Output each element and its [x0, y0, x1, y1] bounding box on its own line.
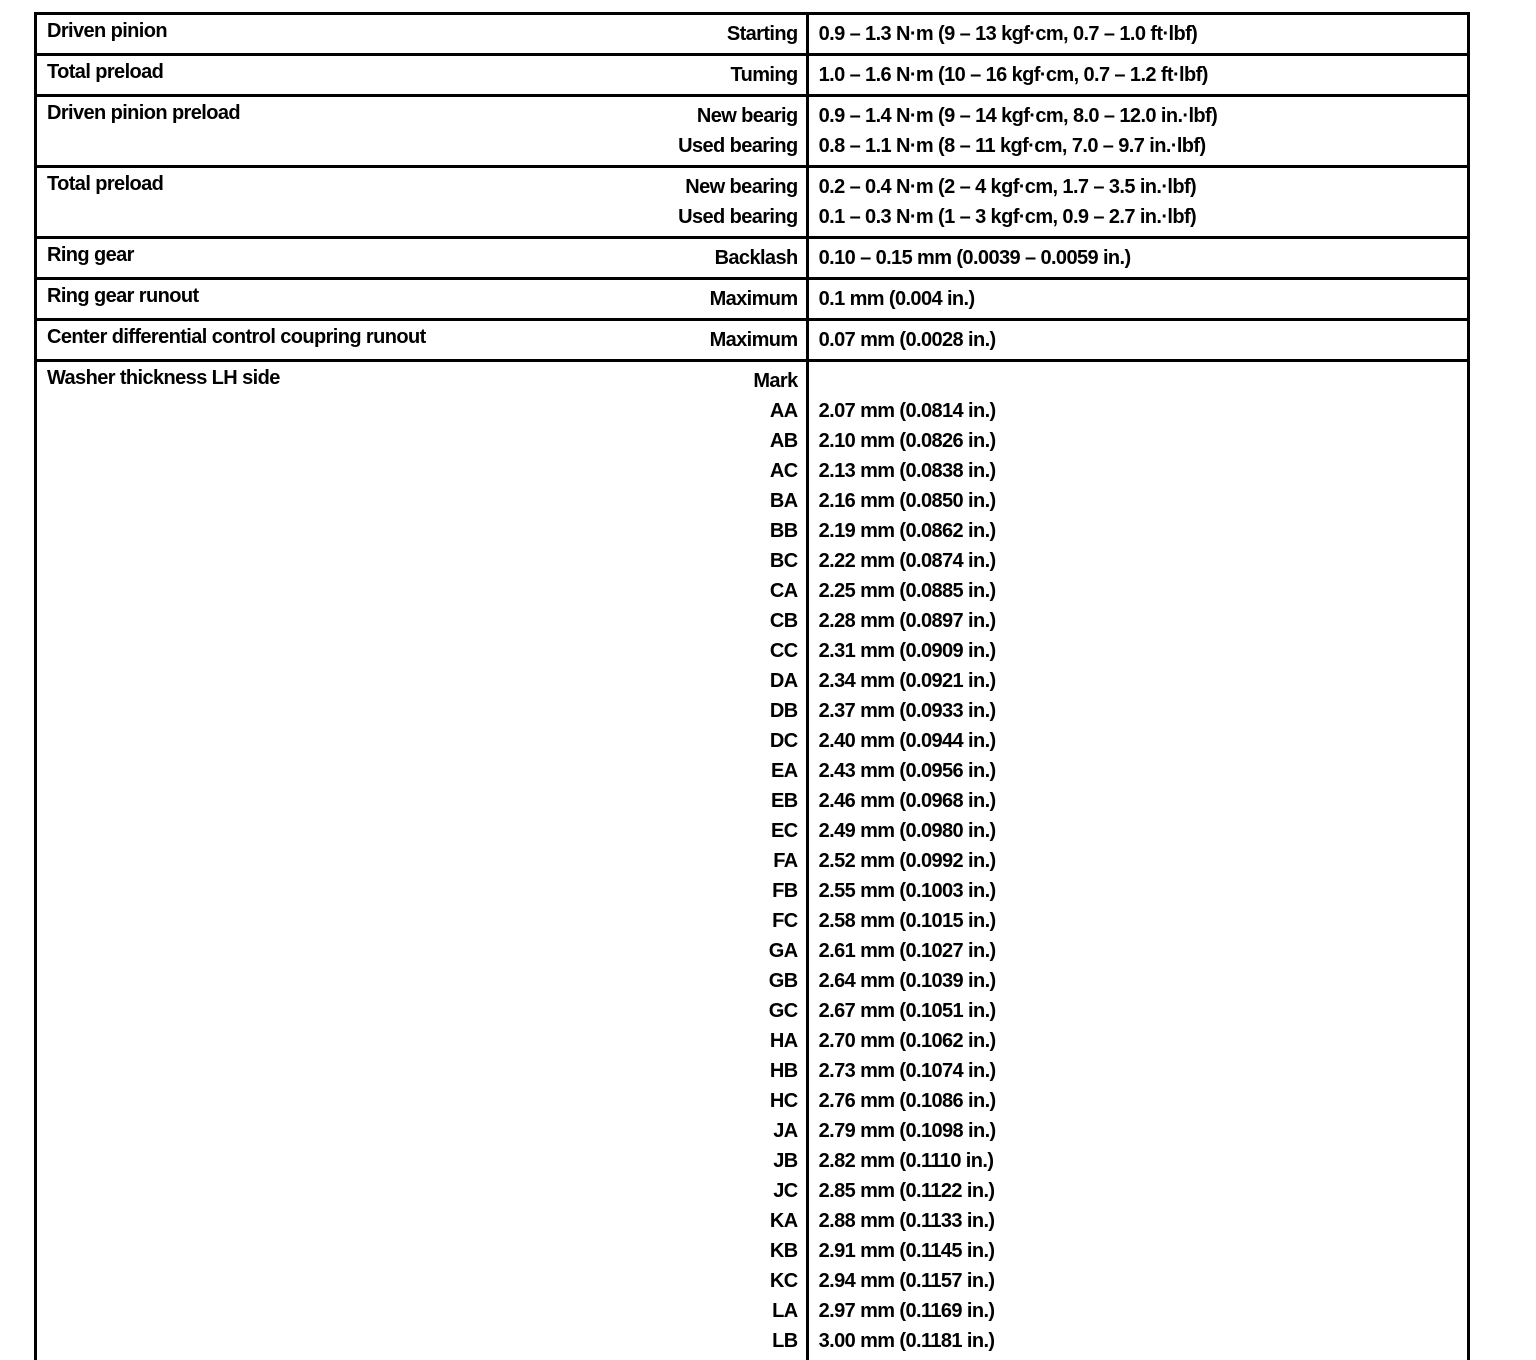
- spec-condition: BC: [769, 550, 798, 572]
- spec-condition-list: [557, 239, 806, 277]
- spec-item-name: Center differential control coupring runout: [47, 326, 426, 348]
- spec-value: 3.00 mm (0.1181 in.): [818, 1330, 995, 1352]
- spec-condition: New bearig: [696, 105, 798, 127]
- spec-item-name: Washer thickness LH side: [47, 367, 280, 389]
- spec-condition: CA: [769, 580, 798, 602]
- spec-condition: KC: [769, 1270, 798, 1292]
- spec-condition: HB: [769, 1060, 798, 1082]
- spec-value: 2.88 mm (0.1133 in.): [818, 1210, 995, 1232]
- spec-row: [36, 167, 1469, 238]
- spec-value-list: [809, 321, 1467, 359]
- spec-condition: EB: [771, 790, 798, 812]
- spec-condition: Backlash: [714, 247, 798, 269]
- spec-value: 2.94 mm (0.1157 in.): [818, 1270, 995, 1292]
- spec-condition: New bearing: [685, 176, 798, 198]
- spec-value: 2.97 mm (0.1169 in.): [818, 1300, 995, 1322]
- spec-value: 2.82 mm (0.1110 in.): [818, 1150, 994, 1172]
- spec-item-name: Driven pinion preload: [47, 102, 240, 124]
- spec-value: 2.85 mm (0.1122 in.): [818, 1180, 995, 1202]
- spec-value: 2.52 mm (0.0992 in.): [818, 850, 996, 872]
- spec-condition-list: [557, 15, 806, 53]
- spec-value: 2.34 mm (0.0921 in.): [818, 670, 996, 692]
- spec-condition: HA: [769, 1030, 798, 1052]
- spec-value-cell: [807, 96, 1468, 167]
- spec-value: 0.07 mm (0.0028 in.): [818, 329, 996, 351]
- spec-condition: Starting: [726, 23, 798, 45]
- spec-item-cell: [36, 55, 808, 96]
- spec-condition: BB: [769, 520, 798, 542]
- spec-value-cell: [807, 55, 1468, 96]
- spec-value-list: [809, 362, 1467, 1360]
- spec-condition: LA: [772, 1300, 798, 1322]
- spec-value: [819, 366, 1467, 396]
- spec-condition: Maximum: [709, 329, 798, 351]
- spec-condition-list: [557, 321, 806, 359]
- specification-table-body: [36, 14, 1469, 1360]
- spec-condition: HC: [769, 1090, 798, 1112]
- spec-value: 2.61 mm (0.1027 in.): [818, 940, 996, 962]
- spec-value-cell: [807, 14, 1468, 55]
- spec-value: 2.55 mm (0.1003 in.): [818, 880, 996, 902]
- spec-value: 2.64 mm (0.1039 in.): [818, 970, 996, 992]
- spec-value-list: [809, 15, 1467, 53]
- spec-value: 2.67 mm (0.1051 in.): [818, 1000, 996, 1022]
- spec-value: 2.58 mm (0.1015 in.): [818, 910, 996, 932]
- spec-value: 2.25 mm (0.0885 in.): [818, 580, 996, 602]
- spec-item-cell: [36, 320, 808, 361]
- spec-item-cell: [36, 167, 808, 238]
- spec-value-cell: [807, 361, 1468, 1360]
- spec-condition-list: [557, 56, 806, 94]
- spec-condition: FA: [773, 850, 798, 872]
- spec-value-list: [809, 280, 1467, 318]
- spec-condition: JB: [773, 1150, 798, 1172]
- spec-item-cell: [36, 14, 808, 55]
- spec-value: 0.9 – 1.3 N·m (9 – 13 kgf·cm, 0.7 – 1.0 ft·lbf): [818, 23, 1198, 45]
- spec-value: 2.40 mm (0.0944 in.): [818, 730, 996, 752]
- spec-item-name: Ring gear runout: [47, 285, 199, 307]
- spec-value: 2.76 mm (0.1086 in.): [818, 1090, 996, 1112]
- spec-condition: GB: [768, 970, 798, 992]
- spec-value: 2.46 mm (0.0968 in.): [818, 790, 996, 812]
- spec-value-cell: [807, 238, 1468, 279]
- spec-condition: DB: [769, 700, 798, 722]
- spec-value: 2.37 mm (0.0933 in.): [818, 700, 996, 722]
- spec-item-name: Total preload: [47, 61, 164, 83]
- spec-condition: EA: [771, 760, 798, 782]
- spec-value: 2.19 mm (0.0862 in.): [818, 520, 996, 542]
- spec-condition-list: [557, 362, 806, 1360]
- spec-condition: Used bearing: [678, 206, 798, 228]
- spec-row: [36, 14, 1469, 55]
- spec-condition: FB: [772, 880, 798, 902]
- spec-value: 2.91 mm (0.1145 in.): [818, 1240, 995, 1262]
- spec-condition: GA: [768, 940, 798, 962]
- spec-condition: Tuming: [730, 64, 798, 86]
- spec-value: 2.31 mm (0.0909 in.): [818, 640, 996, 662]
- spec-condition: JC: [773, 1180, 798, 1202]
- spec-item-cell: [36, 279, 808, 320]
- spec-row: [36, 96, 1469, 167]
- spec-value-cell: [807, 167, 1468, 238]
- spec-value: 2.16 mm (0.0850 in.): [818, 490, 996, 512]
- spec-item-cell: [36, 361, 808, 1360]
- spec-value: 0.2 – 0.4 N·m (2 – 4 kgf·cm, 1.7 – 3.5 in.·lbf): [818, 176, 1197, 198]
- spec-item-cell: [36, 238, 808, 279]
- spec-condition: AC: [769, 460, 798, 482]
- spec-value-list: [809, 97, 1467, 165]
- spec-condition: Used bearing: [678, 135, 798, 157]
- spec-item-name: Driven pinion: [47, 20, 167, 42]
- spec-condition: CC: [769, 640, 798, 662]
- spec-value: 0.9 – 1.4 N·m (9 – 14 kgf·cm, 8.0 – 12.0 in.·lbf): [818, 105, 1218, 127]
- spec-row: [36, 361, 1469, 1360]
- spec-row: [36, 55, 1469, 96]
- spec-value: 2.13 mm (0.0838 in.): [818, 460, 996, 482]
- spec-condition: LB: [772, 1330, 798, 1352]
- spec-condition: GC: [768, 1000, 798, 1022]
- spec-value: 2.22 mm (0.0874 in.): [818, 550, 996, 572]
- spec-item-cell: [36, 96, 808, 167]
- spec-condition: DA: [769, 670, 798, 692]
- spec-value: 2.28 mm (0.0897 in.): [818, 610, 996, 632]
- spec-value: 2.73 mm (0.1074 in.): [818, 1060, 996, 1082]
- spec-condition: Mark: [753, 370, 798, 392]
- spec-row: [36, 279, 1469, 320]
- spec-condition: AA: [769, 400, 798, 422]
- spec-value: 2.10 mm (0.0826 in.): [818, 430, 996, 452]
- spec-value: 1.0 – 1.6 N·m (10 – 16 kgf·cm, 0.7 – 1.2 ft·lbf): [818, 64, 1208, 86]
- spec-value: 0.10 – 0.15 mm (0.0039 – 0.0059 in.): [818, 247, 1131, 269]
- specification-table: [34, 12, 1470, 1360]
- spec-value-list: [809, 239, 1467, 277]
- spec-condition: EC: [771, 820, 798, 842]
- spec-value: 0.1 mm (0.004 in.): [818, 288, 975, 310]
- spec-condition-list: [557, 280, 806, 318]
- spec-value-cell: [807, 279, 1468, 320]
- spec-condition: DC: [769, 730, 798, 752]
- spec-row: [36, 238, 1469, 279]
- spec-value: 0.1 – 0.3 N·m (1 – 3 kgf·cm, 0.9 – 2.7 in.·lbf): [818, 206, 1197, 228]
- spec-value: 2.79 mm (0.1098 in.): [818, 1120, 996, 1142]
- spec-condition: CB: [769, 610, 798, 632]
- spec-condition: JA: [773, 1120, 798, 1142]
- spec-condition: Maximum: [709, 288, 798, 310]
- spec-row: [36, 320, 1469, 361]
- spec-condition: BA: [769, 490, 798, 512]
- spec-value: 2.49 mm (0.0980 in.): [818, 820, 996, 842]
- spec-condition: AB: [769, 430, 798, 452]
- spec-value: 2.70 mm (0.1062 in.): [818, 1030, 996, 1052]
- spec-value-list: [809, 168, 1467, 236]
- spec-value-list: [809, 56, 1467, 94]
- spec-value: 0.8 – 1.1 N·m (8 – 11 kgf·cm, 7.0 – 9.7 in.·lbf): [818, 135, 1206, 157]
- spec-condition-list: [557, 168, 806, 236]
- spec-condition: FC: [772, 910, 798, 932]
- spec-value: 2.07 mm (0.0814 in.): [818, 400, 996, 422]
- spec-value-cell: [807, 320, 1468, 361]
- spec-condition-list: [557, 97, 806, 165]
- spec-item-name: Ring gear: [47, 244, 134, 266]
- spec-item-name: Total preload: [47, 173, 164, 195]
- spec-value: 2.43 mm (0.0956 in.): [818, 760, 996, 782]
- spec-condition: KA: [769, 1210, 798, 1232]
- spec-condition: KB: [769, 1240, 798, 1262]
